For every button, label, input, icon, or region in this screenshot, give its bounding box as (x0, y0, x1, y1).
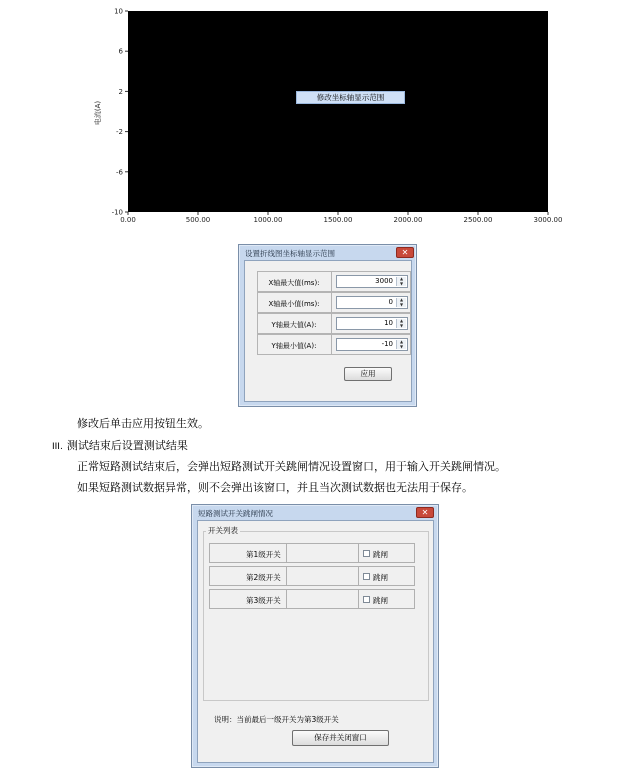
dialog-body (197, 520, 434, 763)
y-tick-label: -10 (111, 208, 123, 217)
close-icon[interactable]: ✕ (396, 247, 414, 258)
y-tick-label: 6 (118, 47, 123, 56)
trip-label: 跳闸 (373, 596, 388, 605)
ymax-value: 10 (384, 319, 393, 327)
switch-row-1 (209, 543, 415, 563)
ymax-stepper[interactable] (336, 317, 408, 330)
row-divider (331, 271, 332, 355)
description-line: 如果短路测试数据异常，则不会弹出该窗口，并且当次测试数据也无法用于保存。 (77, 481, 473, 494)
decrement-icon[interactable]: ▼ (399, 281, 404, 286)
x-tick-label: 500.00 (185, 216, 211, 224)
y-tick-label: 2 (118, 87, 123, 96)
note-text: 说明：当前最后一级开关为第3级开关 (214, 715, 339, 724)
trip-checkbox[interactable] (363, 596, 370, 603)
dialog-body (244, 260, 412, 402)
x-tick-label: 2500.00 (463, 216, 493, 224)
xmin-value: 0 (388, 298, 393, 306)
section-heading (52, 437, 188, 453)
ymin-label: Y轴最小值(A): (271, 342, 317, 350)
trip-label: 跳闸 (373, 573, 388, 582)
y-tick-label: 10 (114, 7, 123, 16)
trip-checkbox[interactable] (363, 550, 370, 557)
apply-button[interactable]: 应用 (344, 367, 392, 381)
y-axis-title: 电流(A) (94, 100, 102, 126)
ymax-label: Y轴最大值(A): (271, 321, 317, 329)
switch-label: 第1级开关 (246, 550, 281, 559)
xmax-label: X轴最大值(ms): (268, 279, 320, 287)
instruction-line: 修改后单击应用按钮生效。 (77, 417, 209, 430)
decrement-icon[interactable]: ▼ (399, 344, 404, 349)
description-line: 正常短路测试结束后，会弹出短路测试开关跳闸情况设置窗口，用于输入开关跳闸情况。 (77, 460, 506, 473)
section-heading-text: 测试结束后设置测试结果 (66, 439, 188, 452)
group-title: 开关列表 (208, 526, 238, 535)
switch-row-3 (209, 589, 415, 609)
y-tick-label: -6 (116, 168, 123, 177)
edit-axis-range-button[interactable]: 修改坐标轴显示范围 (296, 91, 405, 104)
x-tick-label: 0.00 (120, 216, 136, 224)
decrement-icon[interactable]: ▼ (399, 323, 404, 328)
ymin-value: -10 (381, 340, 393, 348)
increment-icon[interactable]: ▲ (399, 297, 404, 302)
y-tick-label: -2 (116, 128, 123, 137)
trip-checkbox[interactable] (363, 573, 370, 580)
x-tick-label: 2000.00 (393, 216, 423, 224)
decrement-icon[interactable]: ▼ (399, 302, 404, 307)
increment-icon[interactable]: ▲ (399, 318, 404, 323)
x-tick-label: 1500.00 (323, 216, 353, 224)
axis-range-dialog (238, 244, 417, 407)
current-chart (0, 0, 636, 232)
save-and-close-button[interactable]: 保存并关闭窗口 (292, 730, 389, 746)
switch-row-2 (209, 566, 415, 586)
increment-icon[interactable]: ▲ (399, 339, 404, 344)
switch-label: 第2级开关 (246, 573, 281, 582)
increment-icon[interactable]: ▲ (399, 276, 404, 281)
plot-area (128, 11, 548, 212)
x-tick-label: 3000.00 (533, 216, 563, 224)
trip-label: 跳闸 (373, 550, 388, 559)
xmax-value: 3000 (375, 277, 393, 285)
section-marker: III. (52, 442, 63, 452)
xmin-stepper[interactable] (336, 296, 408, 309)
switch-trip-dialog (191, 504, 439, 768)
xmax-stepper[interactable] (336, 275, 408, 288)
x-tick-label: 1000.00 (253, 216, 283, 224)
xmin-label: X轴最小值(ms): (268, 300, 320, 308)
ymin-stepper[interactable] (336, 338, 408, 351)
switch-label: 第3级开关 (246, 596, 281, 605)
dialog-title: 设置折线图坐标轴显示范围 (245, 249, 335, 258)
dialog-title: 短路测试开关跳闸情况 (198, 509, 273, 518)
close-icon[interactable]: ✕ (416, 507, 434, 518)
